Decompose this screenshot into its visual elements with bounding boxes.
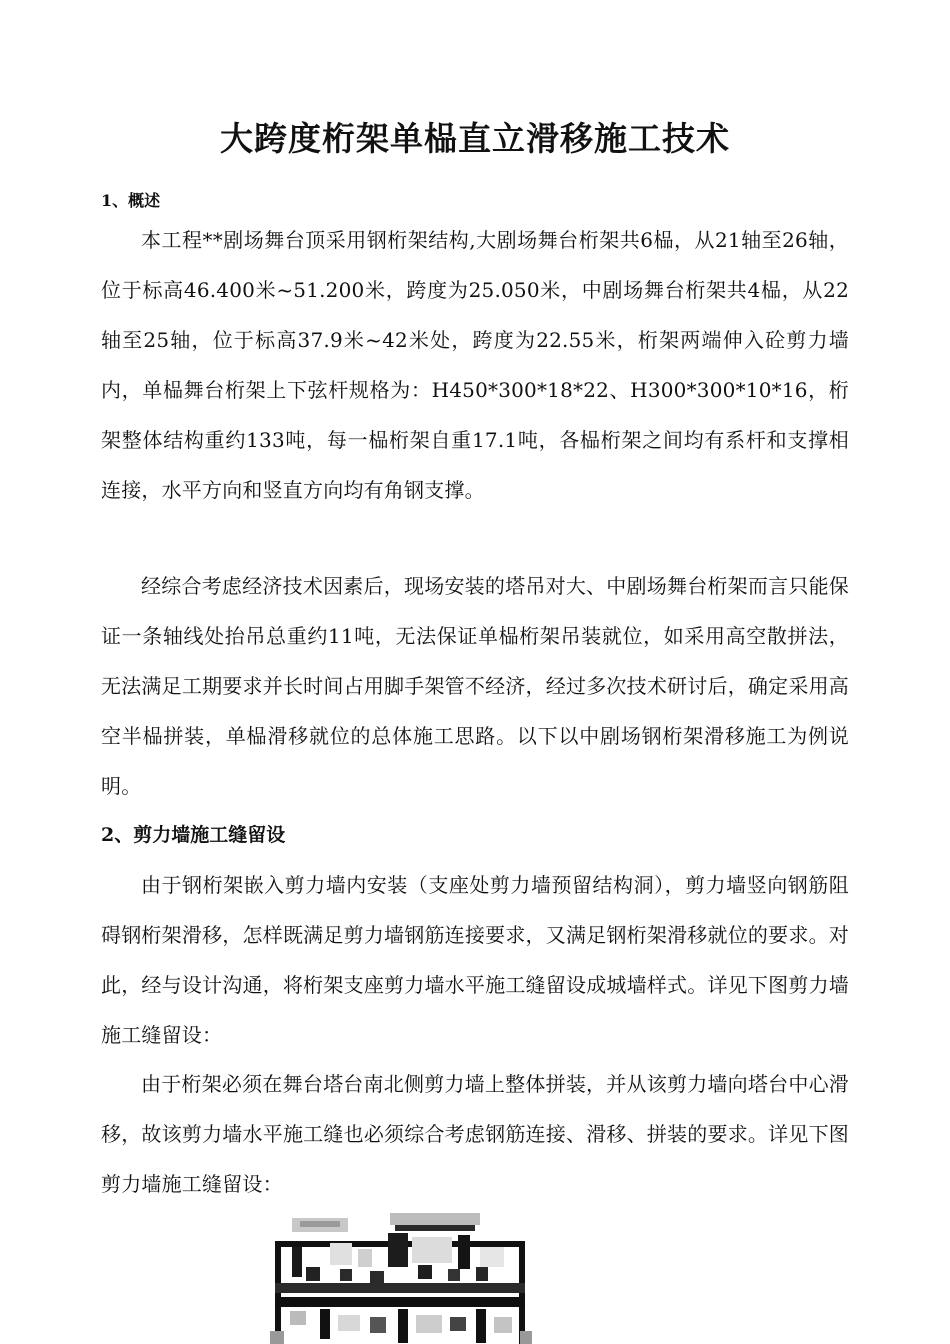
shear-wall-paragraph-2: 由于桁架必须在舞台塔台南北侧剪力墙上整体拼装，并从该剪力墙向塔台中心滑移，故该剪力墙水平施工缝也必须综合考虑钢筋连接、滑移、拼装的要求。详见下图剪力墙施工缝留设： xyxy=(101,1072,849,1196)
overview-paragraph-2: 经综合考虑经济技术因素后，现场安装的塔吊对大、中剧场舞台桁架而言只能保证一条轴线处抬吊总重约11吨，无法保证单榀桁架吊装就位，如采用高空散拼法，无法满足工期要求并长时间占用脚手架管不经济，经过多次技术研讨后，确定采用高空半榀拼装，单榀滑移就位的总体施工思路。以下以中剧场钢桁架滑移施工为例说明。 xyxy=(101,574,849,798)
overview-paragraph-1: 本工程**剧场舞台顶采用钢桁架结构,大剧场舞台桁架共6榀，从21轴至26轴，位于标高46.400米~51.200米，跨度为25.050米，中剧场舞台桁架共4榀，从22轴至25轴，位于标高37.9米~42米处，跨度为22.55米，桁架两端伸入砼剪力墙内，单榀舞台桁架上下弦杆规格为：H450*300*18*22、H300*300*10*16，桁架整体结构重约133吨，每一榀桁架自重17.1吨，各榀桁架之间均有系杆和支撑相连接，水平方向和竖直方向均有角钢支撑。 xyxy=(101,228,849,502)
construction-joint-figure xyxy=(270,1213,532,1344)
section-heading-shear-wall: 2、剪力墙施工缝留设 xyxy=(101,824,286,846)
section-heading-overview: 1、概述 xyxy=(101,191,161,210)
document-title: 大跨度桁架单榀直立滑移施工技术 xyxy=(220,119,730,158)
shear-wall-paragraph-1: 由于钢桁架嵌入剪力墙内安装（支座处剪力墙预留结构洞），剪力墙竖向钢筋阻碍钢桁架滑移，怎样既满足剪力墙钢筋连接要求，又满足钢桁架滑移就位的要求。对此，经与设计沟通，将桁架支座剪力墙水平施工缝留设成城墙样式。详见下图剪力墙施工缝留设： xyxy=(101,873,849,1047)
